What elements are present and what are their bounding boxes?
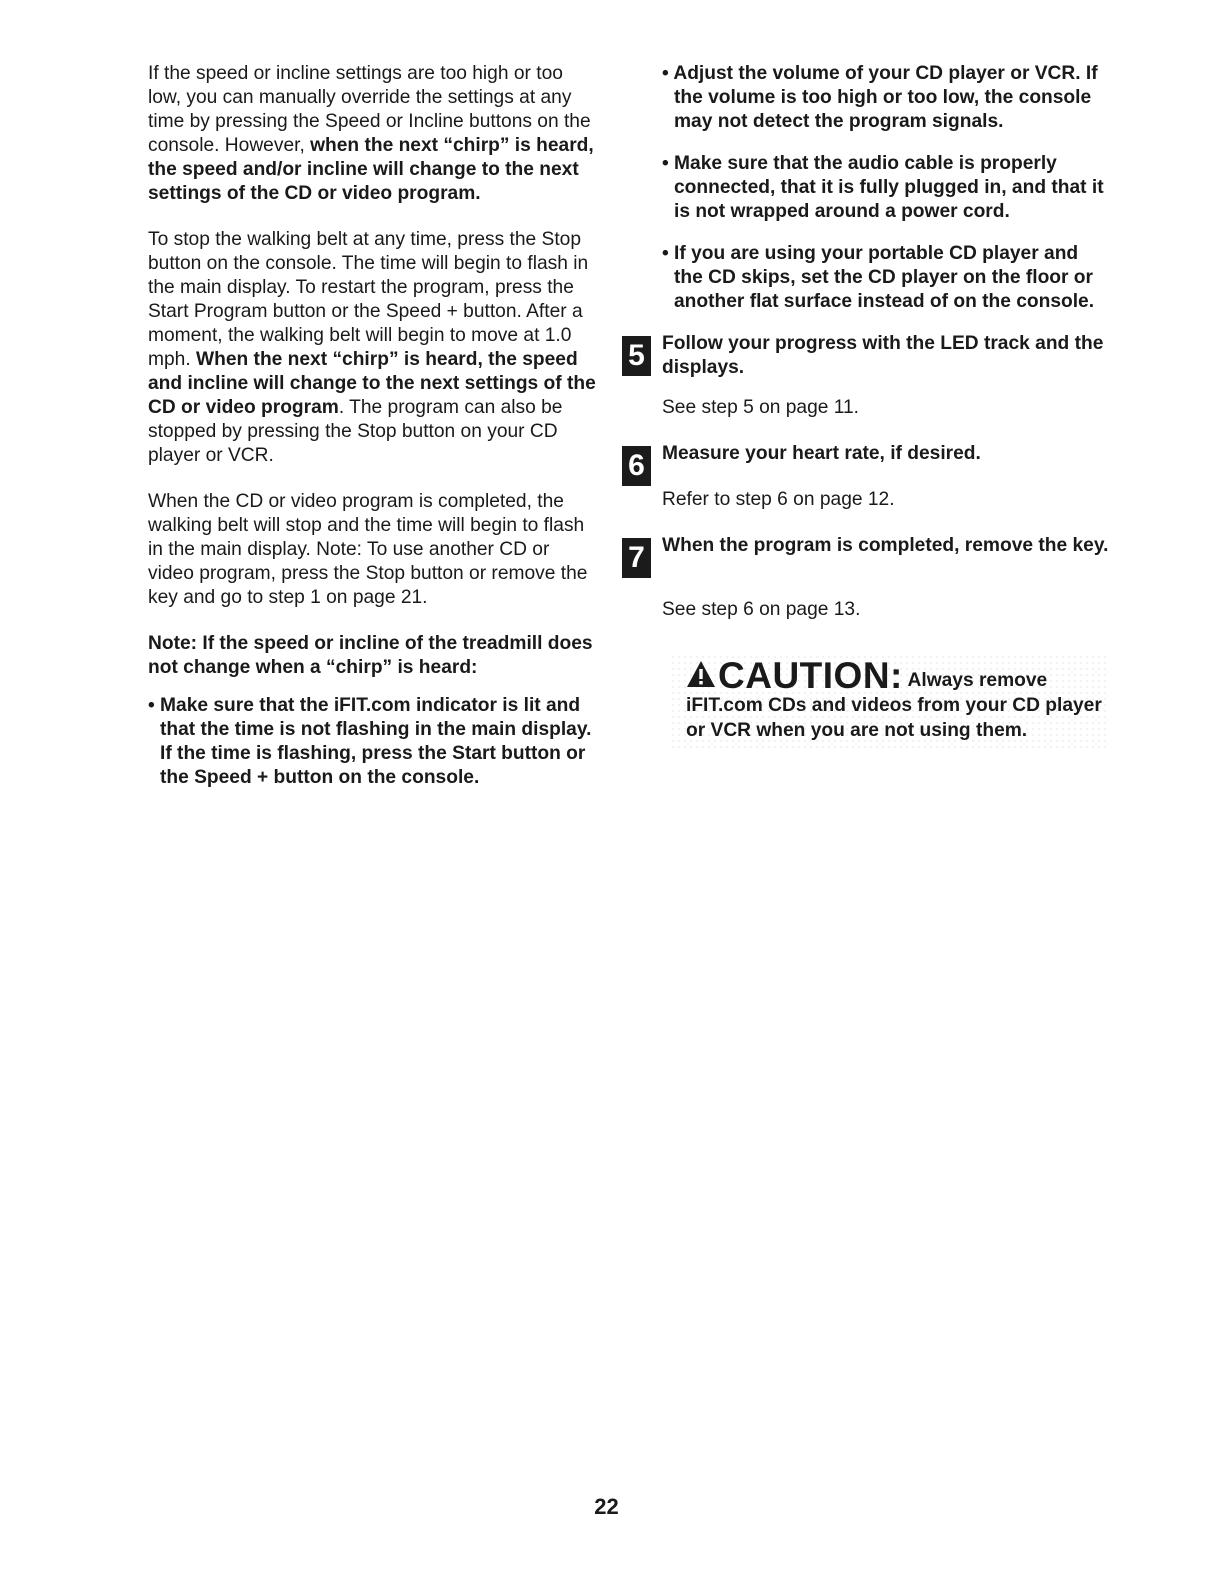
step-5 [622,332,1112,420]
bullet-cd-skips: • If you are using your portable CD player and the CD skips, set the CD player on the floor or another flat surface instead of on the console. [662,243,1095,312]
bullet-indicator-lit: • Make sure that the iFIT.com indicator is lit and that the time is not flashing in the main display. If the time is flashing, press the Start button or the Speed + button on the console. [148,695,592,788]
bullet-adjust-volume: • Adjust the volume of your CD player or VCR. If the volume is too high or too low, the console may not detect the program signals. [662,63,1098,132]
step-heading: Follow your progress with the LED track and the displays. [662,333,1104,378]
right-column [622,62,1112,751]
caution-text: Always remove iFIT.com CDs and videos from your CD player or VCR when you are not using them. [686,670,1102,741]
step-number-badge: 7 [622,538,651,578]
caution-box [670,654,1106,751]
paragraph-bold-text: When the next “chirp” is heard, the speed and incline will change to the next settings of the CD or video program [148,349,596,418]
step-heading: When the program is completed, remove the key. [662,535,1109,556]
paragraph-text-end: . The program can also be stopped by pressing the Stop button on your CD player or VCR. [148,397,563,466]
left-column [148,62,598,808]
paragraph-text: To stop the walking belt at any time, press the Stop button on the console. The time will begin to flash in the main display. To restart the program, press the Start Program button or the Speed + button. After a moment, the walking belt will begin to move at 1.0 mph. [148,229,589,370]
step-7 [622,534,1112,622]
paragraph-stop-belt [148,228,598,468]
warning-triangle-icon [686,660,716,688]
step-text: See step 6 on page 13. [662,599,861,620]
caution-title: CAUTION: [718,655,903,696]
note-heading: Note: If the speed or incline of the treadmill does not change when a “chirp” is heard: [148,633,593,678]
step-number-badge: 6 [622,446,651,486]
step-number-badge: 5 [622,336,651,376]
step-heading: Measure your heart rate, if desired. [662,443,981,464]
paragraph-bold-text: when the next “chirp” is heard, the speed and/or incline will change to the next settings of the CD or video program. [148,135,594,204]
bullet-audio-cable: • Make sure that the audio cable is properly connected, that it is fully plugged in, and that it is not wrapped around a power cord. [662,153,1104,222]
paragraph-program-completed: When the CD or video program is completed, the walking belt will stop and the time will begin to flash in the main display. Note: To use another CD or video program, press the Stop button or remove the key and go to step 1 on page 21. [148,491,588,608]
paragraph-manual-override [148,62,598,206]
paragraph-text: If the speed or incline settings are too high or too low, you can manually override the settings at any time by pressing the Speed or Incline buttons on the console. However, [148,63,591,156]
step-text: See step 5 on page 11. [662,397,860,418]
step-text: Refer to step 6 on page 12. [662,489,895,510]
page-number: 22 [594,1494,619,1519]
step-6 [622,442,1112,512]
